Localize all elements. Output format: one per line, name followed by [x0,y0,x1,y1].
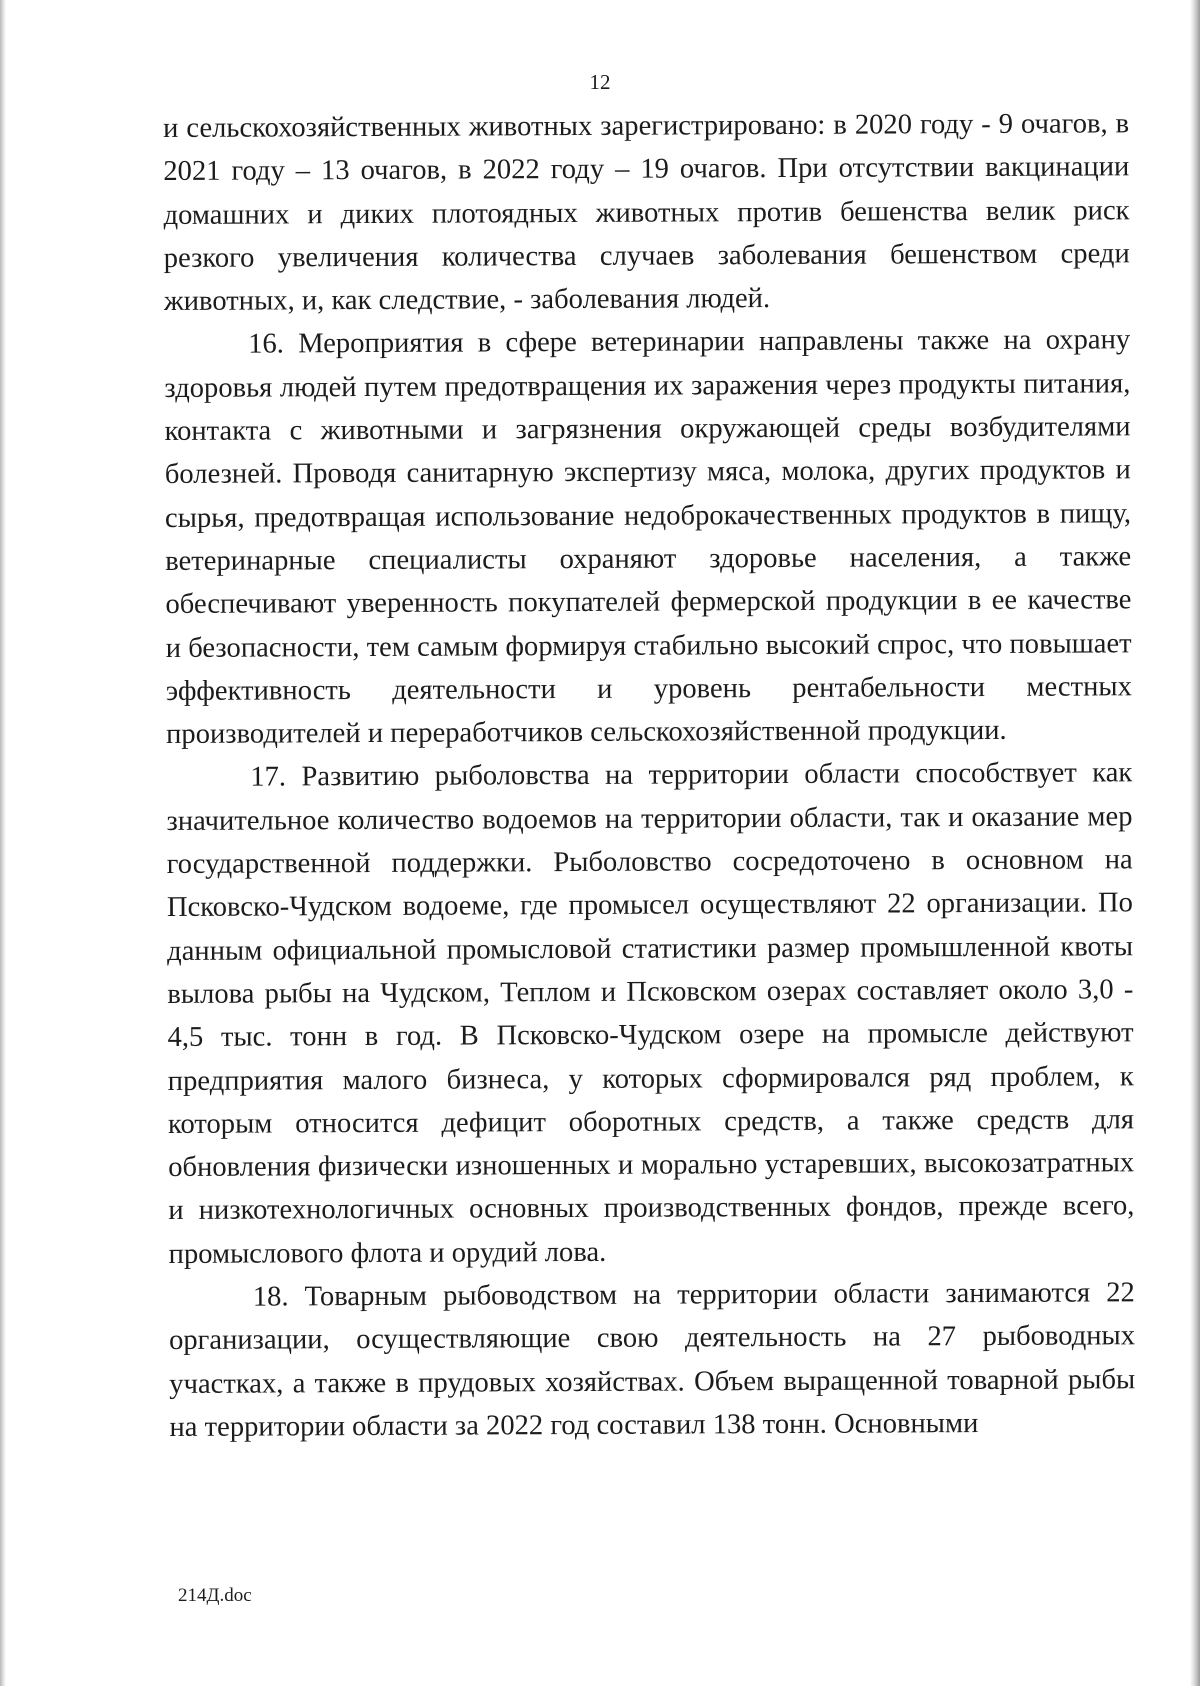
paragraph-16: 16. Мероприятия в сфере ветеринарии направлены также на охрану здоровья людей путем предотвращения их заражения через продукты питания, контакта с животными и загрязнения окружающей среды возбудителями болезней. Проводя санитарную экспертизу мяса, молока, других продуктов и сырья, предотвращая использование недоброкачественных продуктов в пищу, ветеринарные специалисты охраняют здоровье населения, а также обеспечивают уверенность покупателей фермерской продукции в ее качестве и безопасности, тем самым формируя стабильно высокий спрос, что повышает эффективность деятельности и уровень рентабельности местных производителей и переработчиков сельскохозяйственной продукции. [164,324,1132,751]
page-number: 12 [589,70,611,94]
paragraph-17: 17. Развитию рыболовства на территории области способствует как значительное количество водоемов на территории области, так и оказание мер государственной поддержки. Рыболовство сосредоточено в основном на Псковско-Чудском водоеме, где промысел осуществляют 22 организации. По данным официальной промысловой статистики размер промышленной квоты вылова рыбы на Чудском, Теплом и Псковском озерах составляет около 3,0 - 4,5 тыс. тонн в год. В Псковско-Чудском озере на промысле действуют предприятия малого бизнеса, у которых сформировался ряд проблем, к которым относится дефицит оборотных средств, а также средств для обновления физически изношенных и морально устаревших, высокозатратных и низкотехнологичных основных производственных фондов, прежде всего, промыслового флота и орудий лова. [166,757,1135,1270]
paragraph-continuation: и сельскохозяйственных животных зарегистрировано: в 2020 году - 9 очагов, в 2021 году – 13 очагов, в 2022 году – 19 очагов. При отсутствии вакцинации домашних и диких плотоядных животных против бешенства велик риск резкого увеличения количества случаев заболевания бешенством среди животных, и, как следствие, - заболевания людей. [163,108,1130,318]
paragraph-18: 18. Товарным рыбоводством на территории области занимаются 22 организации, осуществляющие свою деятельность на 27 рыбоводных участках, а также в прудовых хозяйствах. Объем выращенной товарной рыбы на территории области за 2022 год составил 138 тонн. Основными [168,1277,1136,1443]
scan-edge-right [1190,0,1200,1686]
scan-edge-left [0,0,6,1686]
footer-filename: 214Д.doc [178,1585,252,1606]
document-body [163,102,1136,1449]
